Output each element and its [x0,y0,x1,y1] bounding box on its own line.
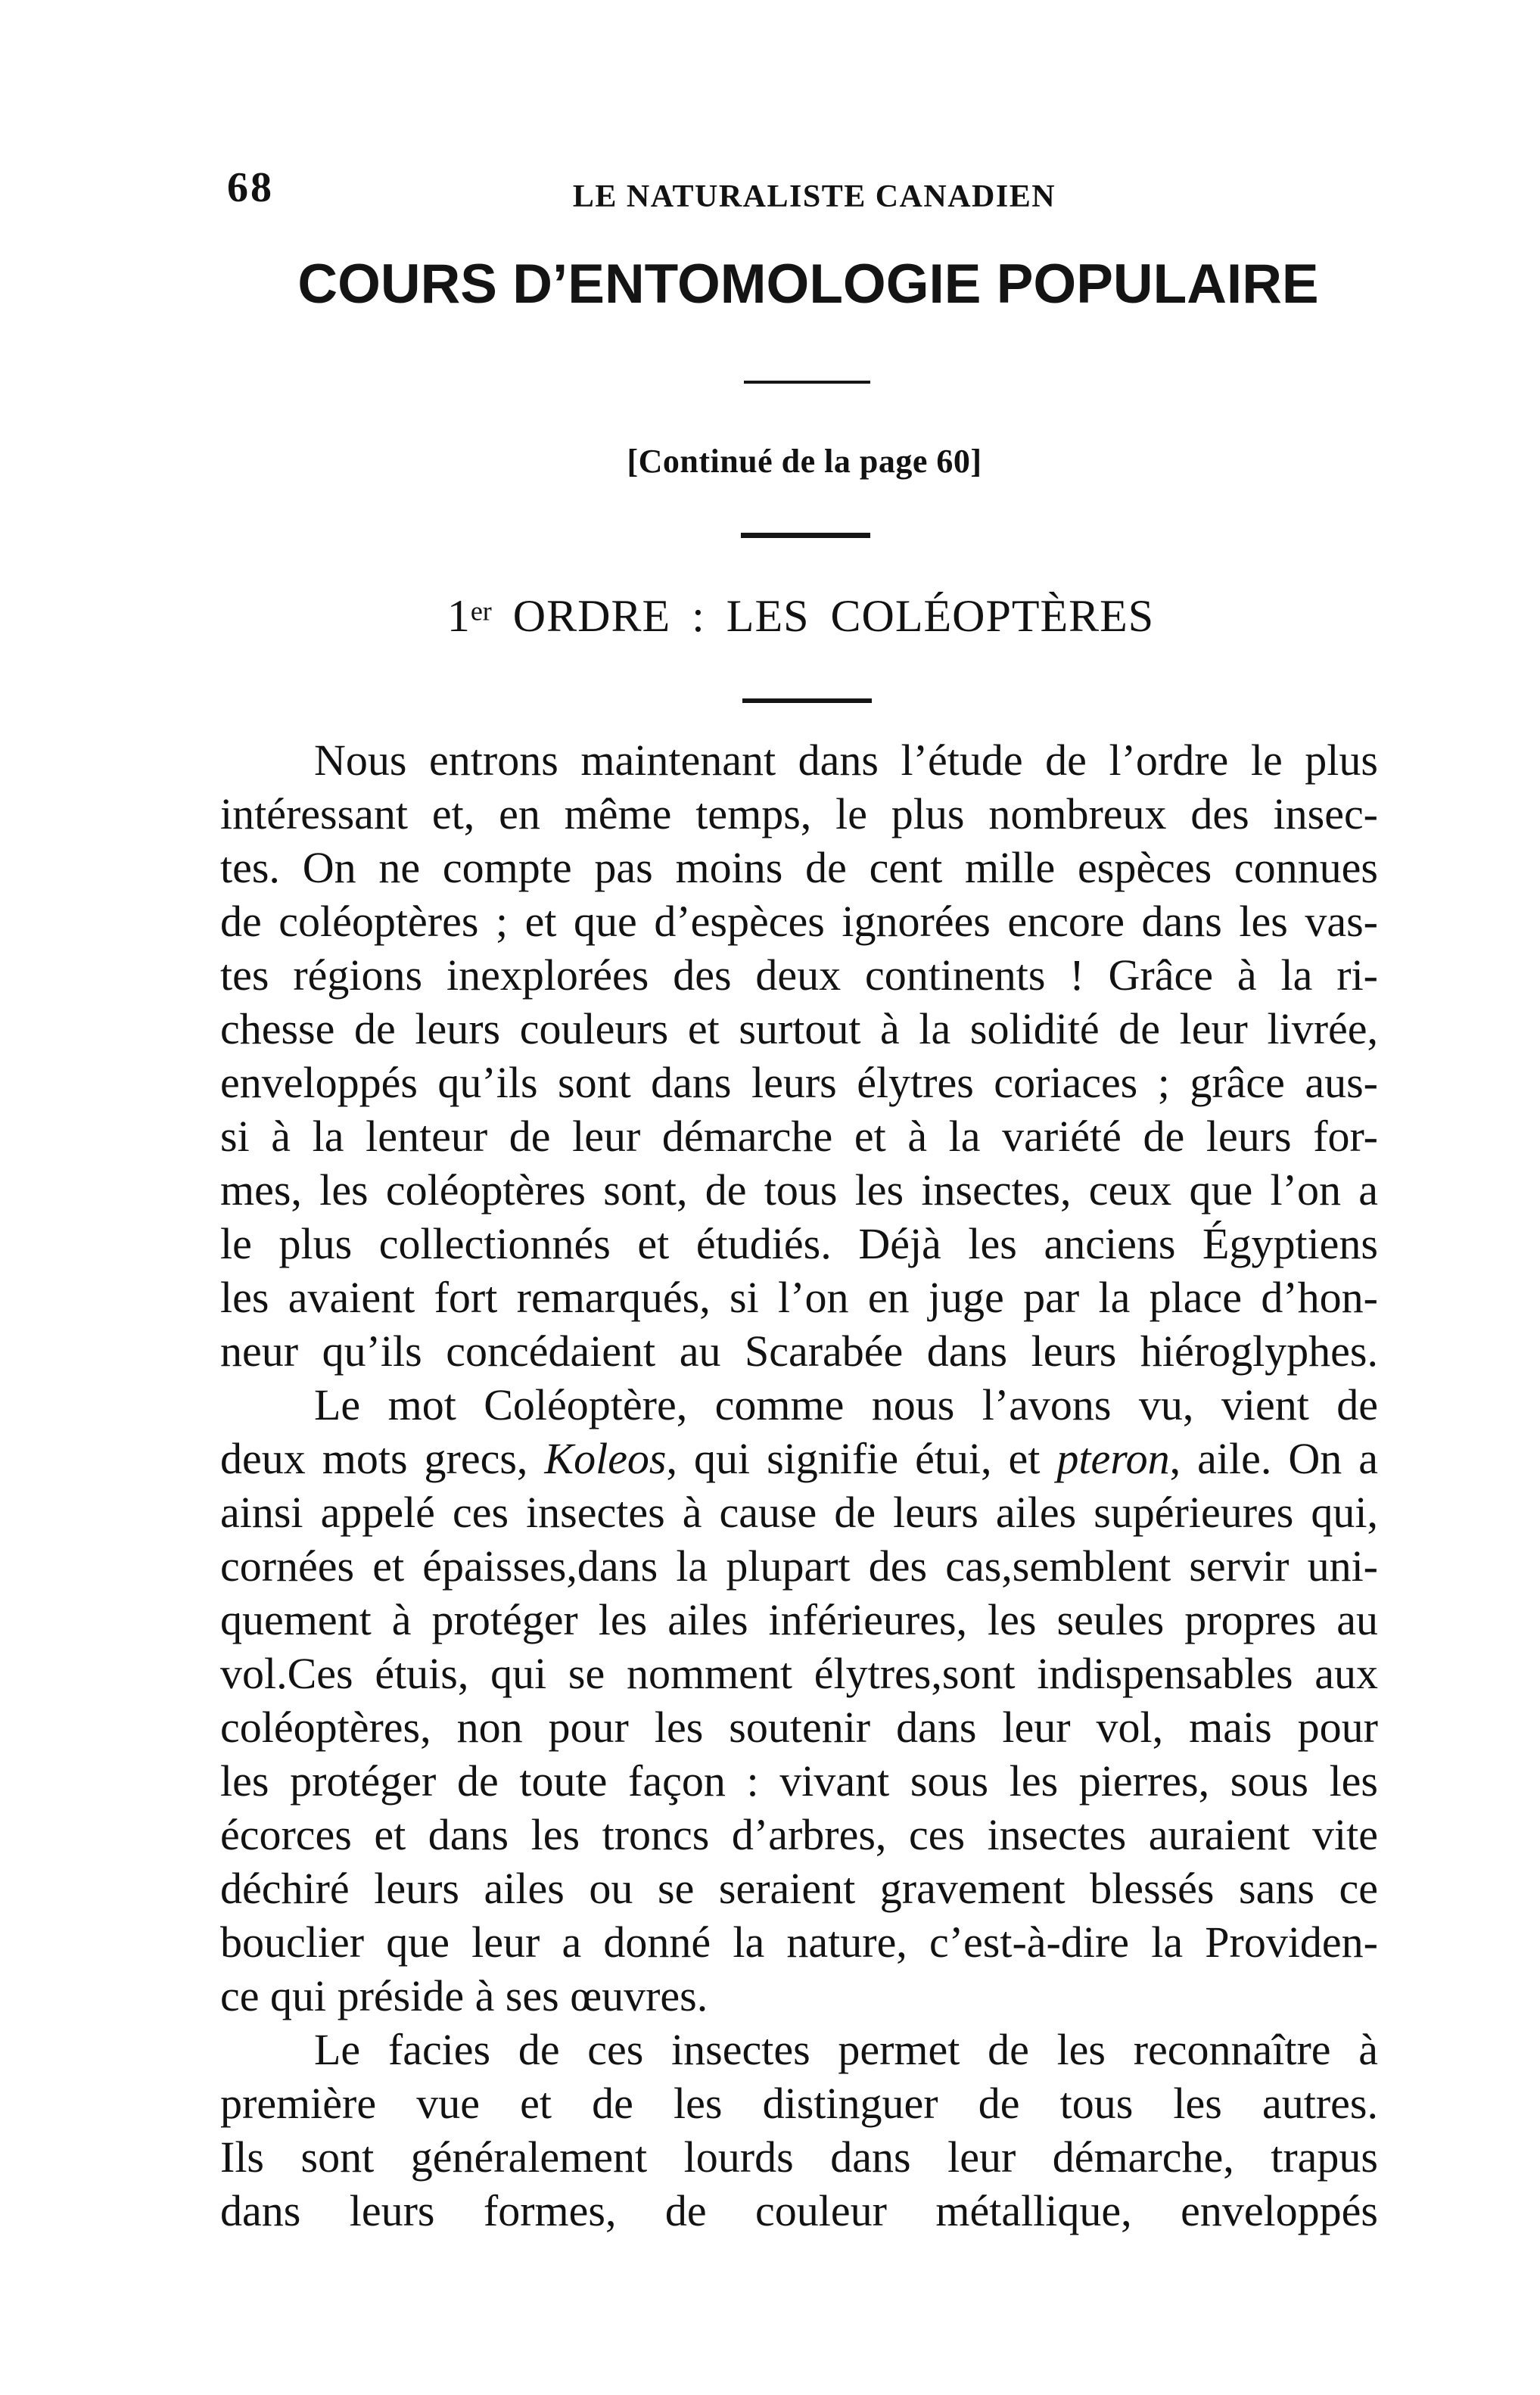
text-segment: , qui signifie étui, et [666,1434,1057,1483]
text-line: intéressant et, en même temps, le plus nombreux des insec- [220,789,1378,838]
section-heading [195,589,1406,642]
text-line: tes régions inexplorées des deux continents ! Grâce à la ri- [220,950,1378,1000]
text-line: de coléoptères ; et que d’espèces ignorées encore dans les vas- [220,897,1378,946]
text-line: les protéger de toute façon : vivant sous les pierres, sous les [220,1756,1378,1806]
text-line: enveloppés qu’ils sont dans leurs élytres coriaces ; grâce aus- [220,1058,1378,1107]
text-line: Le facies de ces insectes permet de les reconnaître à [314,2025,1378,2074]
paragraph [220,2023,1378,2238]
text-line: Nous entrons maintenant dans l’étude de l’ordre le plus [314,736,1378,785]
text-segment: , aile. On a [1169,1434,1378,1483]
text-line: Le mot Coléoptère, comme nous l’avons vu, vient de [314,1380,1378,1429]
text-line: bouclier que leur a donné la nature, c’est-à-dire la Providen- [220,1918,1378,1967]
divider-rule [744,381,870,384]
text-line: cornées et épaisses,dans la plupart des cas,semblent servir uni- [220,1541,1378,1591]
text-line: mes, les coléoptères sont, de tous les insectes, ceux que l’on a [220,1165,1378,1215]
text-line: si à la lenteur de leur démarche et à la variété de leurs for- [220,1112,1378,1161]
text-line: dans leurs formes, de couleur métallique, enveloppés [220,2186,1378,2235]
text-line: première vue et de les distinguer de tous les autres. [220,2079,1378,2128]
body-text [220,733,1378,2238]
article-title: COURS D’ENTOMOLOGIE POPULAIRE [297,253,1319,315]
text-line: les avaient fort remarqués, si l’on en juge par la place d’hon- [220,1273,1378,1322]
text-line: coléoptères, non pour les soutenir dans leur vol, mais pour [220,1703,1378,1752]
text-segment: deux mots grecs, [220,1434,545,1483]
paragraph [220,1378,1378,2023]
section-title: ORDRE : LES COLÉOPTÈRES [512,591,1155,641]
section-number-suffix: er [470,596,492,627]
text-line: ce qui préside à ses œuvres. [220,1971,708,2020]
text-line: Ils sont généralement lourds dans leur démarche, trapus [220,2132,1378,2182]
text-line: écorces et dans les troncs d’arbres, ces insectes auraient vite [220,1810,1378,1859]
text-line: vol.Ces étuis, qui se nomment élytres,sont indispensables aux [220,1649,1378,1698]
text-line: quement à protéger les ailes inférieures, les seules propres au [220,1595,1378,1644]
text-line: ainsi appelé ces insectes à cause de leurs ailes supérieures qui, [220,1488,1378,1537]
text-line: tes. On ne compte pas moins de cent mille espèces connues [220,843,1378,892]
divider-rule [742,698,872,703]
page-number: 68 [227,164,274,211]
text-line: chesse de leurs couleurs et surtout à la solidité de leur livrée, [220,1004,1378,1053]
paragraph [220,733,1378,1378]
continuation-note: [Continué de la page 60] [627,443,982,480]
divider-rule [741,533,870,538]
text-line: neur qu’ils concédaient au Scarabée dans leurs hiéroglyphes. [220,1327,1378,1376]
running-head: LE NATURALISTE CANADIEN [572,179,1056,214]
text-line: déchiré leurs ailes ou se seraient gravement blessés sans ce [220,1864,1378,1913]
greek-term-koleos: Koleos [544,1434,667,1483]
text-line [220,1432,1378,1485]
text-line: le plus collectionnés et étudiés. Déjà les anciens Égyptiens [220,1219,1378,1268]
greek-term-pteron: pteron [1056,1434,1170,1483]
section-number: 1 [446,591,471,641]
